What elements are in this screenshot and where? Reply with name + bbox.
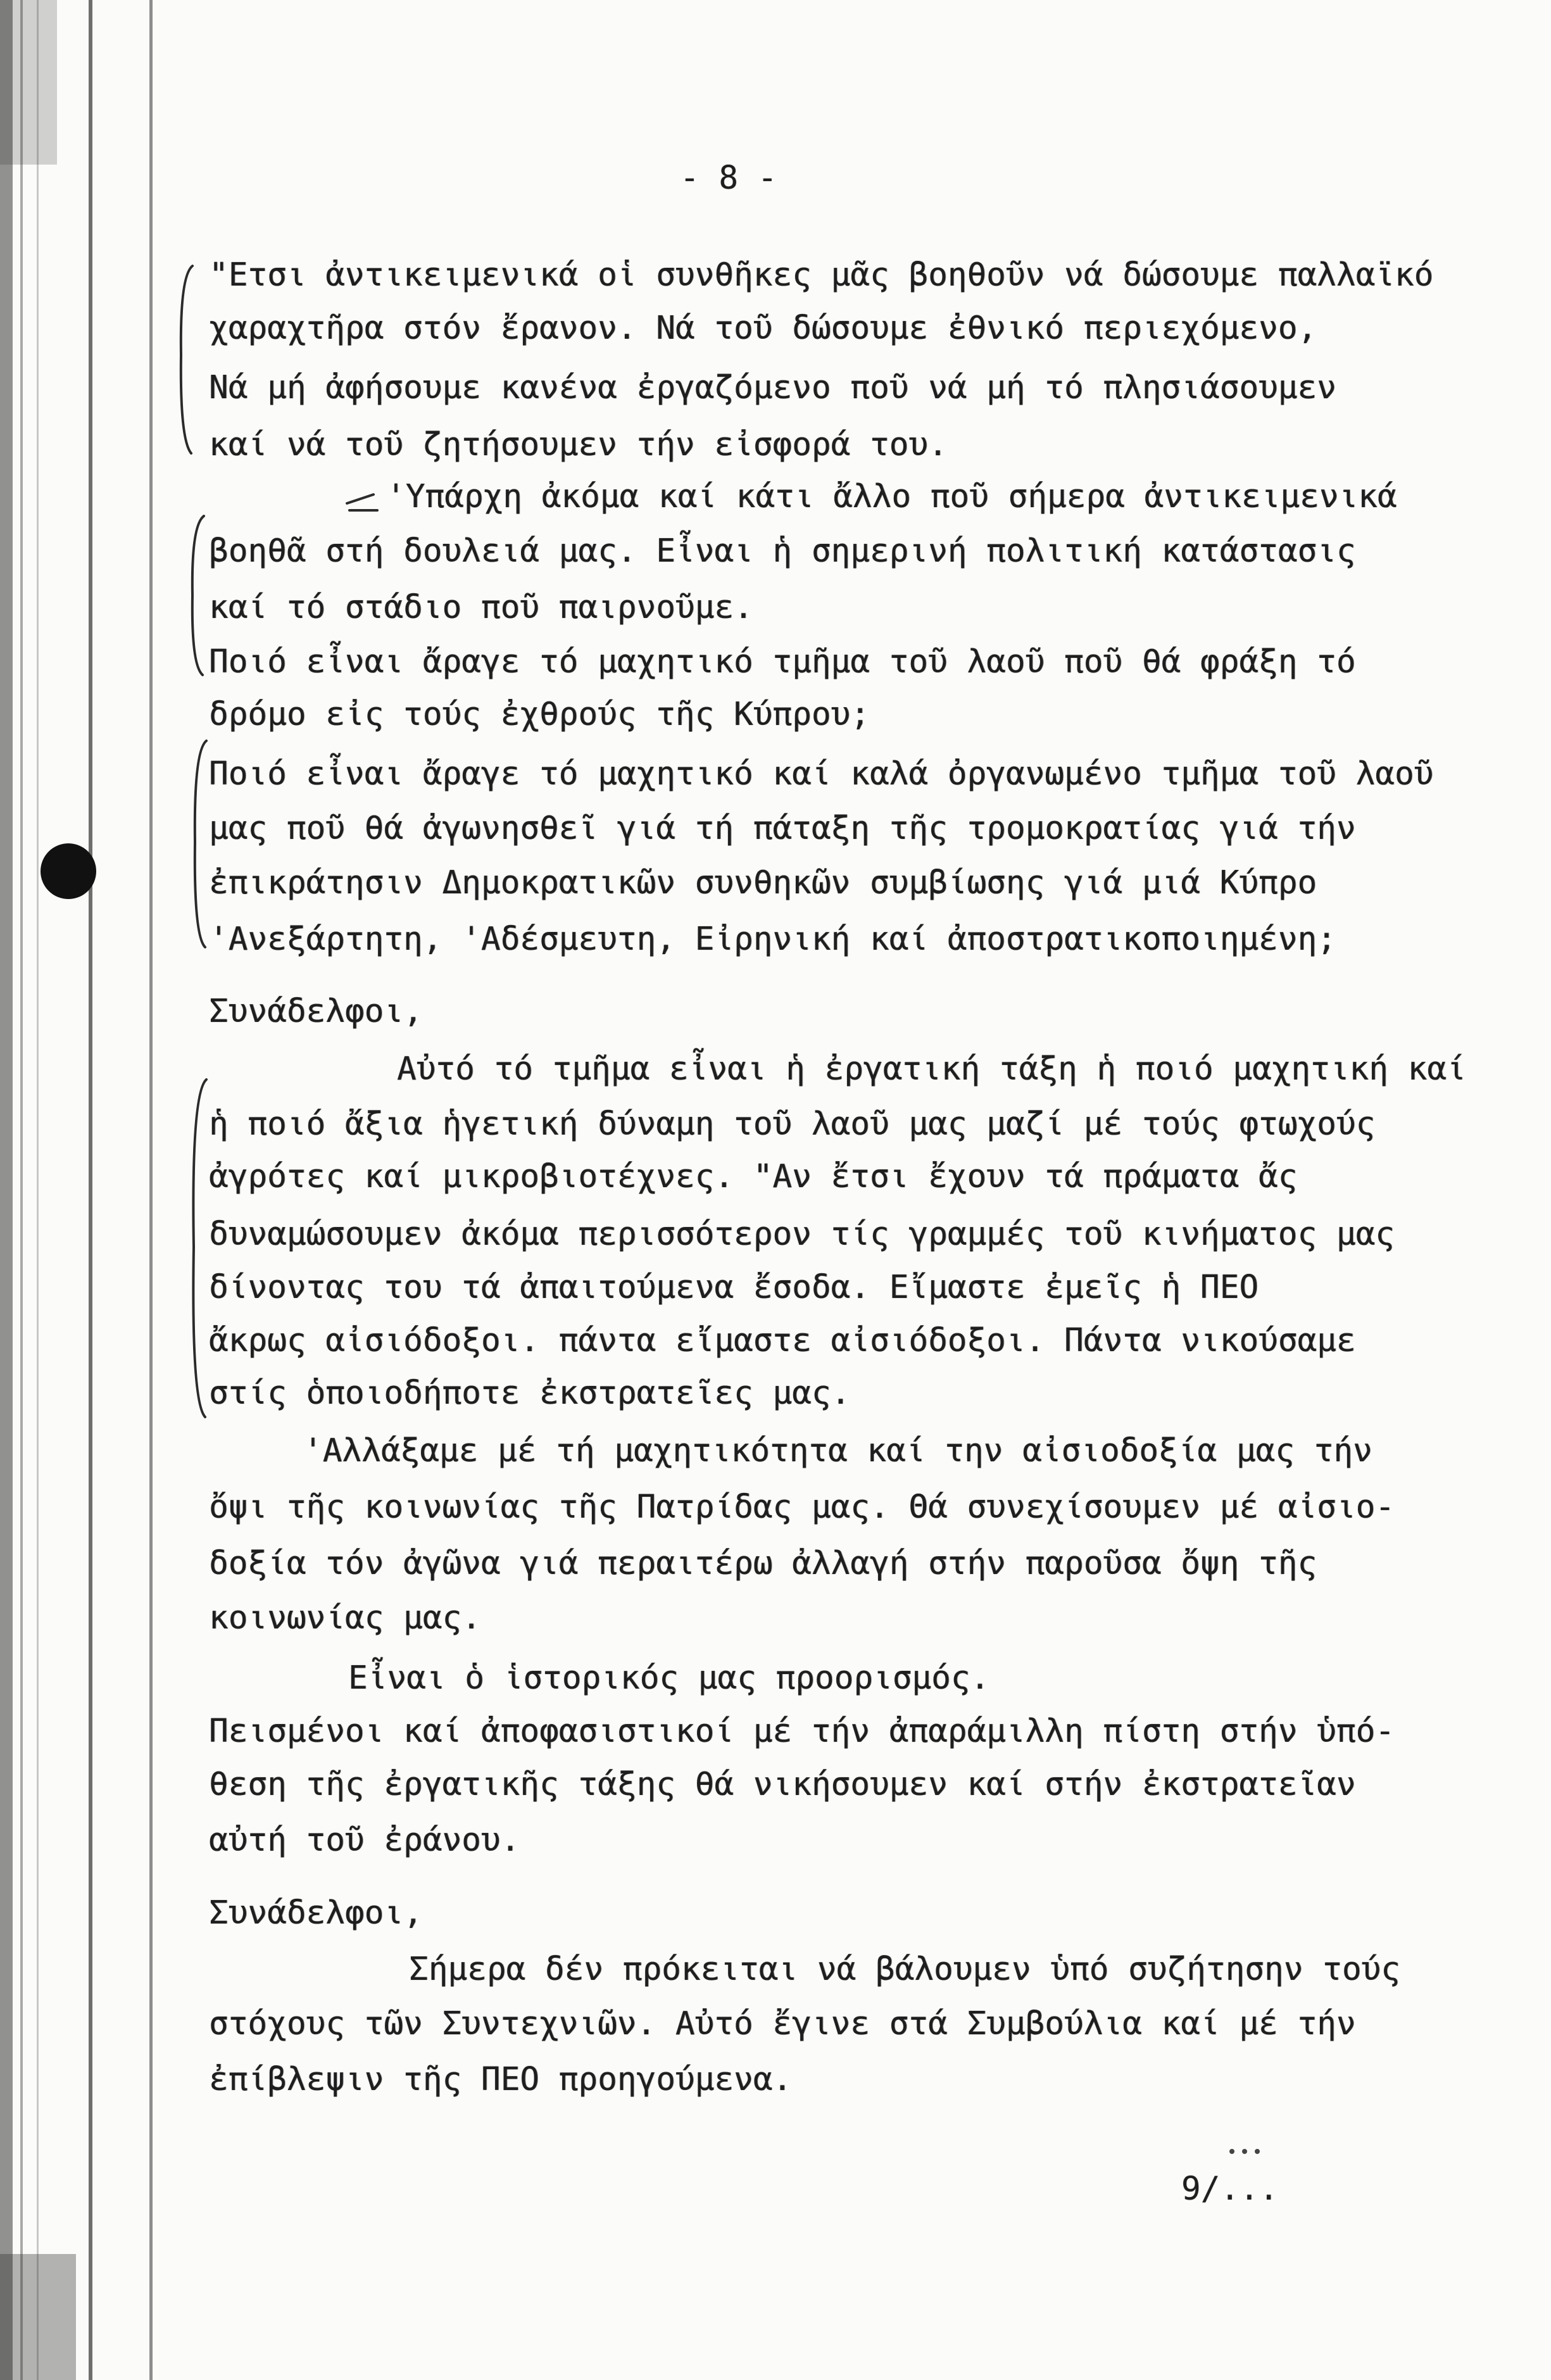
text-line: ἄκρως αἰσιόδοξοι. πάντα εἴμαστε αἰσιόδοξοι. Πάντα νικούσαμε (209, 1322, 1356, 1359)
text-line: 'Υπάρχη ἀκόμα καί κάτι ἄλλο ποῦ σήμερα ἀντικειμενικά (386, 478, 1397, 515)
salutation: Συνάδελφοι, (209, 1894, 423, 1932)
text-line: κοινωνίας μας. (209, 1599, 481, 1637)
text-line: Ποιό εἶναι ἄραγε τό μαχητικό καί καλά ὀργανωμένο τμῆμα τοῦ λαοῦ (209, 755, 1434, 793)
text-line: Ποιό εἶναι ἄραγε τό μαχητικό τμῆμα τοῦ λαοῦ ποῦ θά φράξη τό (209, 643, 1356, 681)
text-line: Πεισμένοι καί ἀποφασιστικοί μέ τήν ἀπαράμιλλη πίστη στήν ὑπό- (209, 1713, 1395, 1750)
text-line: 'Ανεξάρτητη, 'Αδέσμευτη, Εἰρηνική καί ἀποστρατικοποιημένη; (209, 921, 1336, 958)
text-line: ἡ ποιό ἄξια ἡγετική δύναμη τοῦ λαοῦ μας μαζί μέ τούς φτωχούς (209, 1105, 1376, 1143)
text-line: δίνοντας του τά ἀπαιτούμενα ἔσοδα. Εἴμαστε ἐμεῖς ἡ ΠΕΟ (209, 1269, 1259, 1306)
text-line: καί νά τοῦ ζητήσουμεν τήν εἰσφορά του. (209, 426, 948, 463)
text-line: δυναμώσουμεν ἀκόμα περισσότερον τίς γραμμές τοῦ κινήματος μας (209, 1216, 1395, 1253)
text-line: δοξία τόν ἀγῶνα γιά περαιτέρω ἀλλαγή στήν παροῦσα ὄψη τῆς (209, 1545, 1317, 1582)
text-line: Εἶναι ὁ ἱστορικός μας προορισμός. (348, 1659, 990, 1697)
text-line: Αὐτό τό τμῆμα εἶναι ἡ ἐργατική τάξη ἡ ποιό μαχητική καί (397, 1050, 1466, 1088)
text-line: "Ετσι ἀντικειμενικά οἱ συνθῆκες μᾶς βοηθοῦν νά δώσουμε παλλαϊκό (209, 256, 1434, 294)
text-line: αὐτή τοῦ ἐράνου. (209, 1822, 520, 1859)
continuation-marker: 9/... (1181, 2170, 1279, 2208)
text-line: μας ποῦ θά ἀγωνησθεῖ γιά τή πάταξη τῆς τρομοκρατίας γιά τήν (209, 810, 1356, 847)
text-line: στόχους τῶν Συντεχνιῶν. Αὐτό ἔγινε στά Συμβούλια καί μέ τήν (209, 2005, 1356, 2043)
text-line: ἐπικράτησιν Δημοκρατικῶν συνθηκῶν συμβίωσης γιά μιά Κύπρο (209, 864, 1317, 902)
text-line: χαραχτῆρα στόν ἔρανον. Νά τοῦ δώσουμε ἐθνικό περιεχόμενο, (209, 310, 1317, 347)
text-line: ἐπίβλεψιν τῆς ΠΕΟ προηγούμενα. (209, 2061, 793, 2098)
text-line: ἀγρότες καί μικροβιοτέχνες. "Αν ἔτσι ἔχουν τά πράματα ἄς (209, 1158, 1298, 1195)
salutation: Συνάδελφοι, (209, 993, 423, 1030)
text-line: θεση τῆς ἐργατικῆς τάξης θά νικήσουμεν καί στήν ἐκστρατεῖαν (209, 1766, 1356, 1803)
text-line: ὄψι τῆς κοινωνίας τῆς Πατρίδας μας. Θά συνεχίσουμεν μέ αἰσιο- (209, 1489, 1395, 1526)
text-line: Νά μή ἀφήσουμε κανένα ἐργαζόμενο ποῦ νά μή τό πλησιάσουμεν (209, 369, 1336, 406)
text-line: στίς ὁποιοδήποτε ἐκστρατεῖες μας. (209, 1375, 851, 1412)
page-number: - 8 - (680, 160, 777, 197)
text-line: δρόμο εἰς τούς ἐχθρούς τῆς Κύπρου; (209, 696, 870, 733)
text-line: καί τό στάδιο ποῦ παιρνοῦμε. (209, 589, 753, 626)
text-line: Σήμερα δέν πρόκειται νά βάλουμεν ὑπό συζήτησην τούς (409, 1951, 1400, 1988)
text-line: 'Αλλάξαμε μέ τή μαχητικότητα καί την αἰσιοδοξία μας τήν (303, 1432, 1372, 1470)
text-line: βοηθᾶ στή δουλειά μας. Εἶναι ἡ σημερινή πολιτική κατάστασις (209, 532, 1356, 570)
